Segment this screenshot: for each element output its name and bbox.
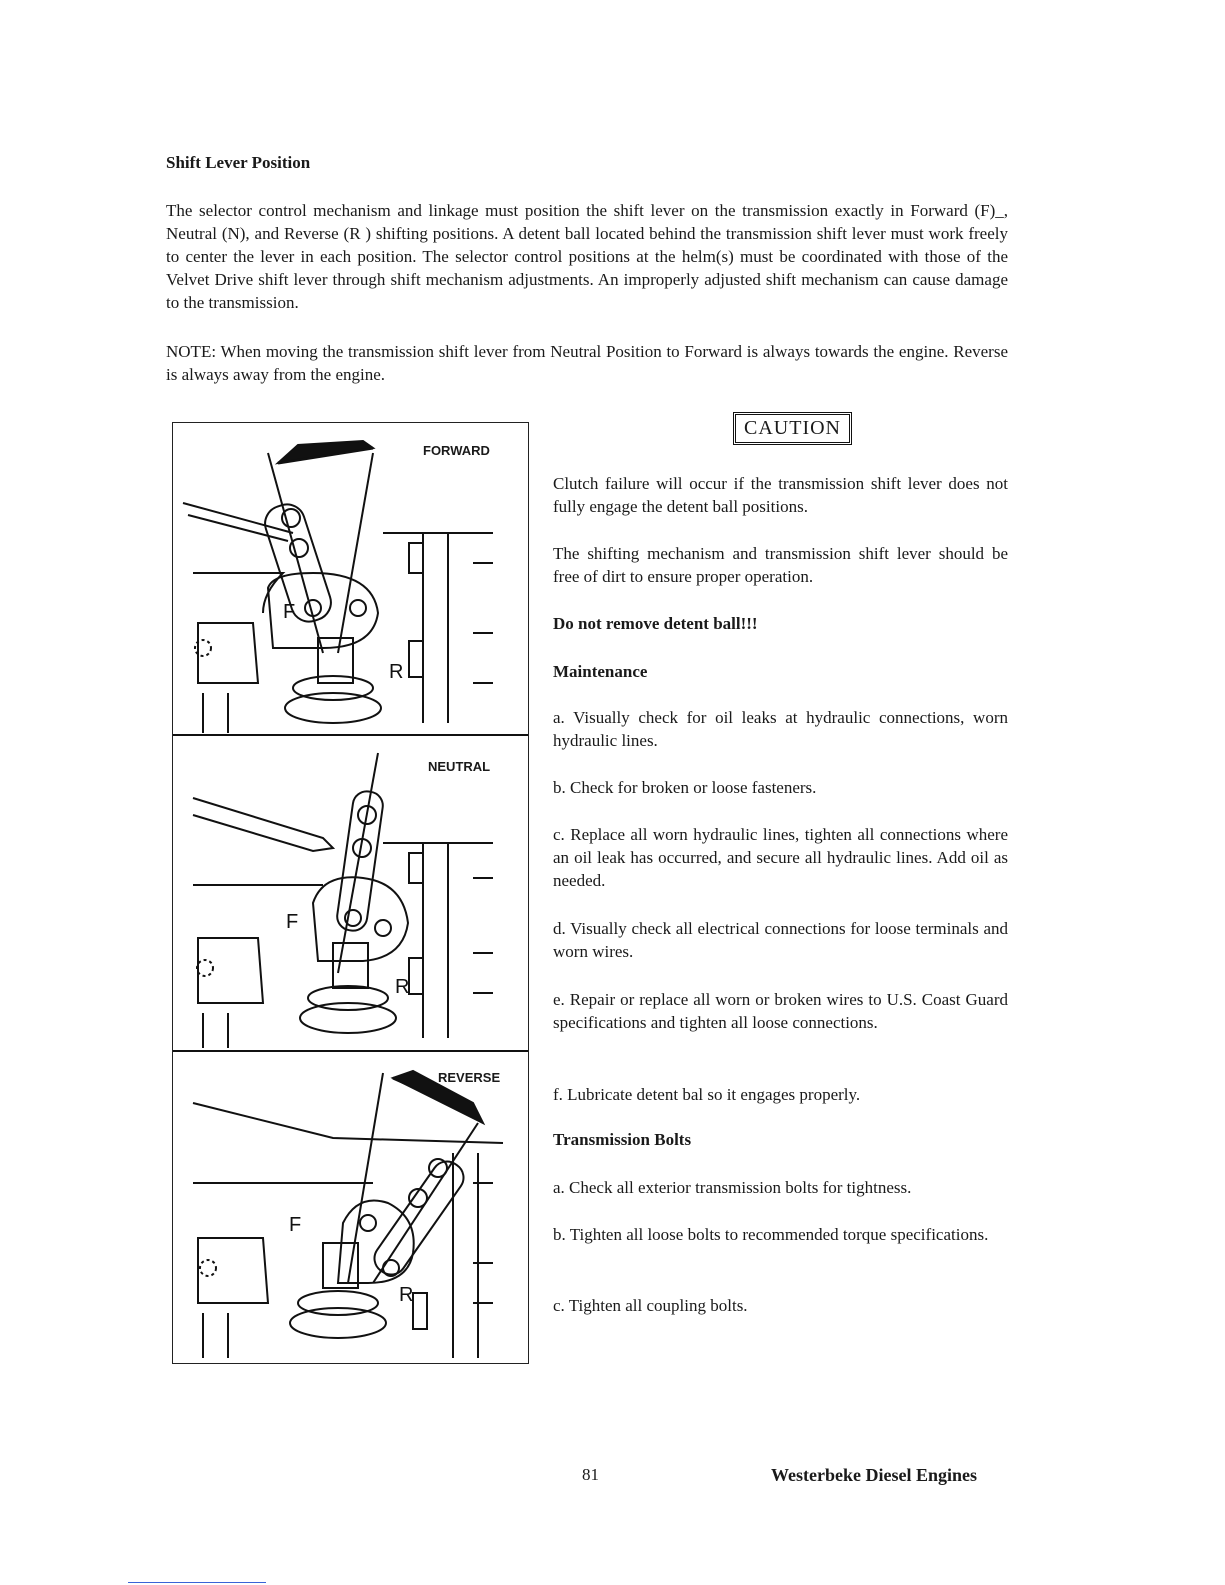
intro-paragraph: The selector control mechanism and linkage must position the shift lever on the transmission exactly in Forward (F)_, Neutral (N), and Reverse (R ) shifting positions. A detent ball located behind the transmission shift lever must work freely to center the lever in each position. The selector control positions at the helm(s) must be coordinated with those of the Velvet Drive shift lever through shift mechanism adjustments. An improperly adjusted shift mechanism can cause damage to the transmission. [166, 201, 1008, 312]
detent-warning: Do not remove detent ball!!! [553, 614, 758, 633]
maintenance-item-b: b. Check for broken or loose fasteners. [553, 778, 817, 797]
forward-label: FORWARD [423, 443, 490, 458]
maintenance-item-f: f. Lubricate detent bal so it engages properly. [553, 1085, 861, 1104]
maintenance-title: Maintenance [553, 662, 648, 681]
r-mark: R [399, 1284, 414, 1306]
shift-lever-illustration [173, 423, 528, 1363]
page-number: 81 [582, 1465, 599, 1484]
bolts-item-b: b. Tighten all loose bolts to recommended torque specifications. [553, 1225, 989, 1244]
caution-label: CAUTION [733, 412, 852, 445]
neutral-label: NEUTRAL [428, 759, 491, 774]
f-mark: F [289, 1214, 302, 1236]
maintenance-item-d: d. Visually check all electrical connections for loose terminals and worn wires. [553, 919, 1008, 961]
r-mark: R [389, 661, 404, 683]
reverse-panel [193, 1071, 503, 1358]
neutral-panel [193, 753, 493, 1048]
bolts-item-a: a. Check all exterior transmission bolts for tightness. [553, 1178, 912, 1197]
maintenance-item-a: a. Visually check for oil leaks at hydraulic connections, worn hydraulic lines. [553, 708, 1008, 750]
maintenance-item-e: e. Repair or replace all worn or broken wires to U.S. Coast Guard specifications and tighten all loose connections. [553, 990, 1008, 1032]
reverse-label: REVERSE [438, 1070, 501, 1085]
f-mark: F [286, 911, 299, 933]
bolts-title: Transmission Bolts [553, 1130, 692, 1149]
maintenance-item-c: c. Replace all worn hydraulic lines, tighten all connections where an oil leak has occurred, and secure all hydraulic lines. Add oil as needed. [553, 825, 1008, 890]
caution-paragraph-2: The shifting mechanism and transmission shift lever should be free of dirt to ensure proper operation. [553, 544, 1008, 586]
f-mark: F [283, 601, 296, 623]
note-paragraph: NOTE: When moving the transmission shift lever from Neutral Position to Forward is always towards the engine. Reverse is always away from the engine. [166, 342, 1008, 384]
shift-lever-figure [172, 422, 529, 1364]
forward-panel [183, 441, 493, 733]
bolts-item-c: c. Tighten all coupling bolts. [553, 1296, 748, 1315]
section-title: Shift Lever Position [166, 153, 311, 172]
bottom-edge-line [128, 1582, 266, 1583]
caution-paragraph-1: Clutch failure will occur if the transmission shift lever does not fully engage the detent ball positions. [553, 474, 1008, 516]
footer-brand: Westerbeke Diesel Engines [771, 1465, 977, 1485]
r-mark: R [395, 976, 410, 998]
